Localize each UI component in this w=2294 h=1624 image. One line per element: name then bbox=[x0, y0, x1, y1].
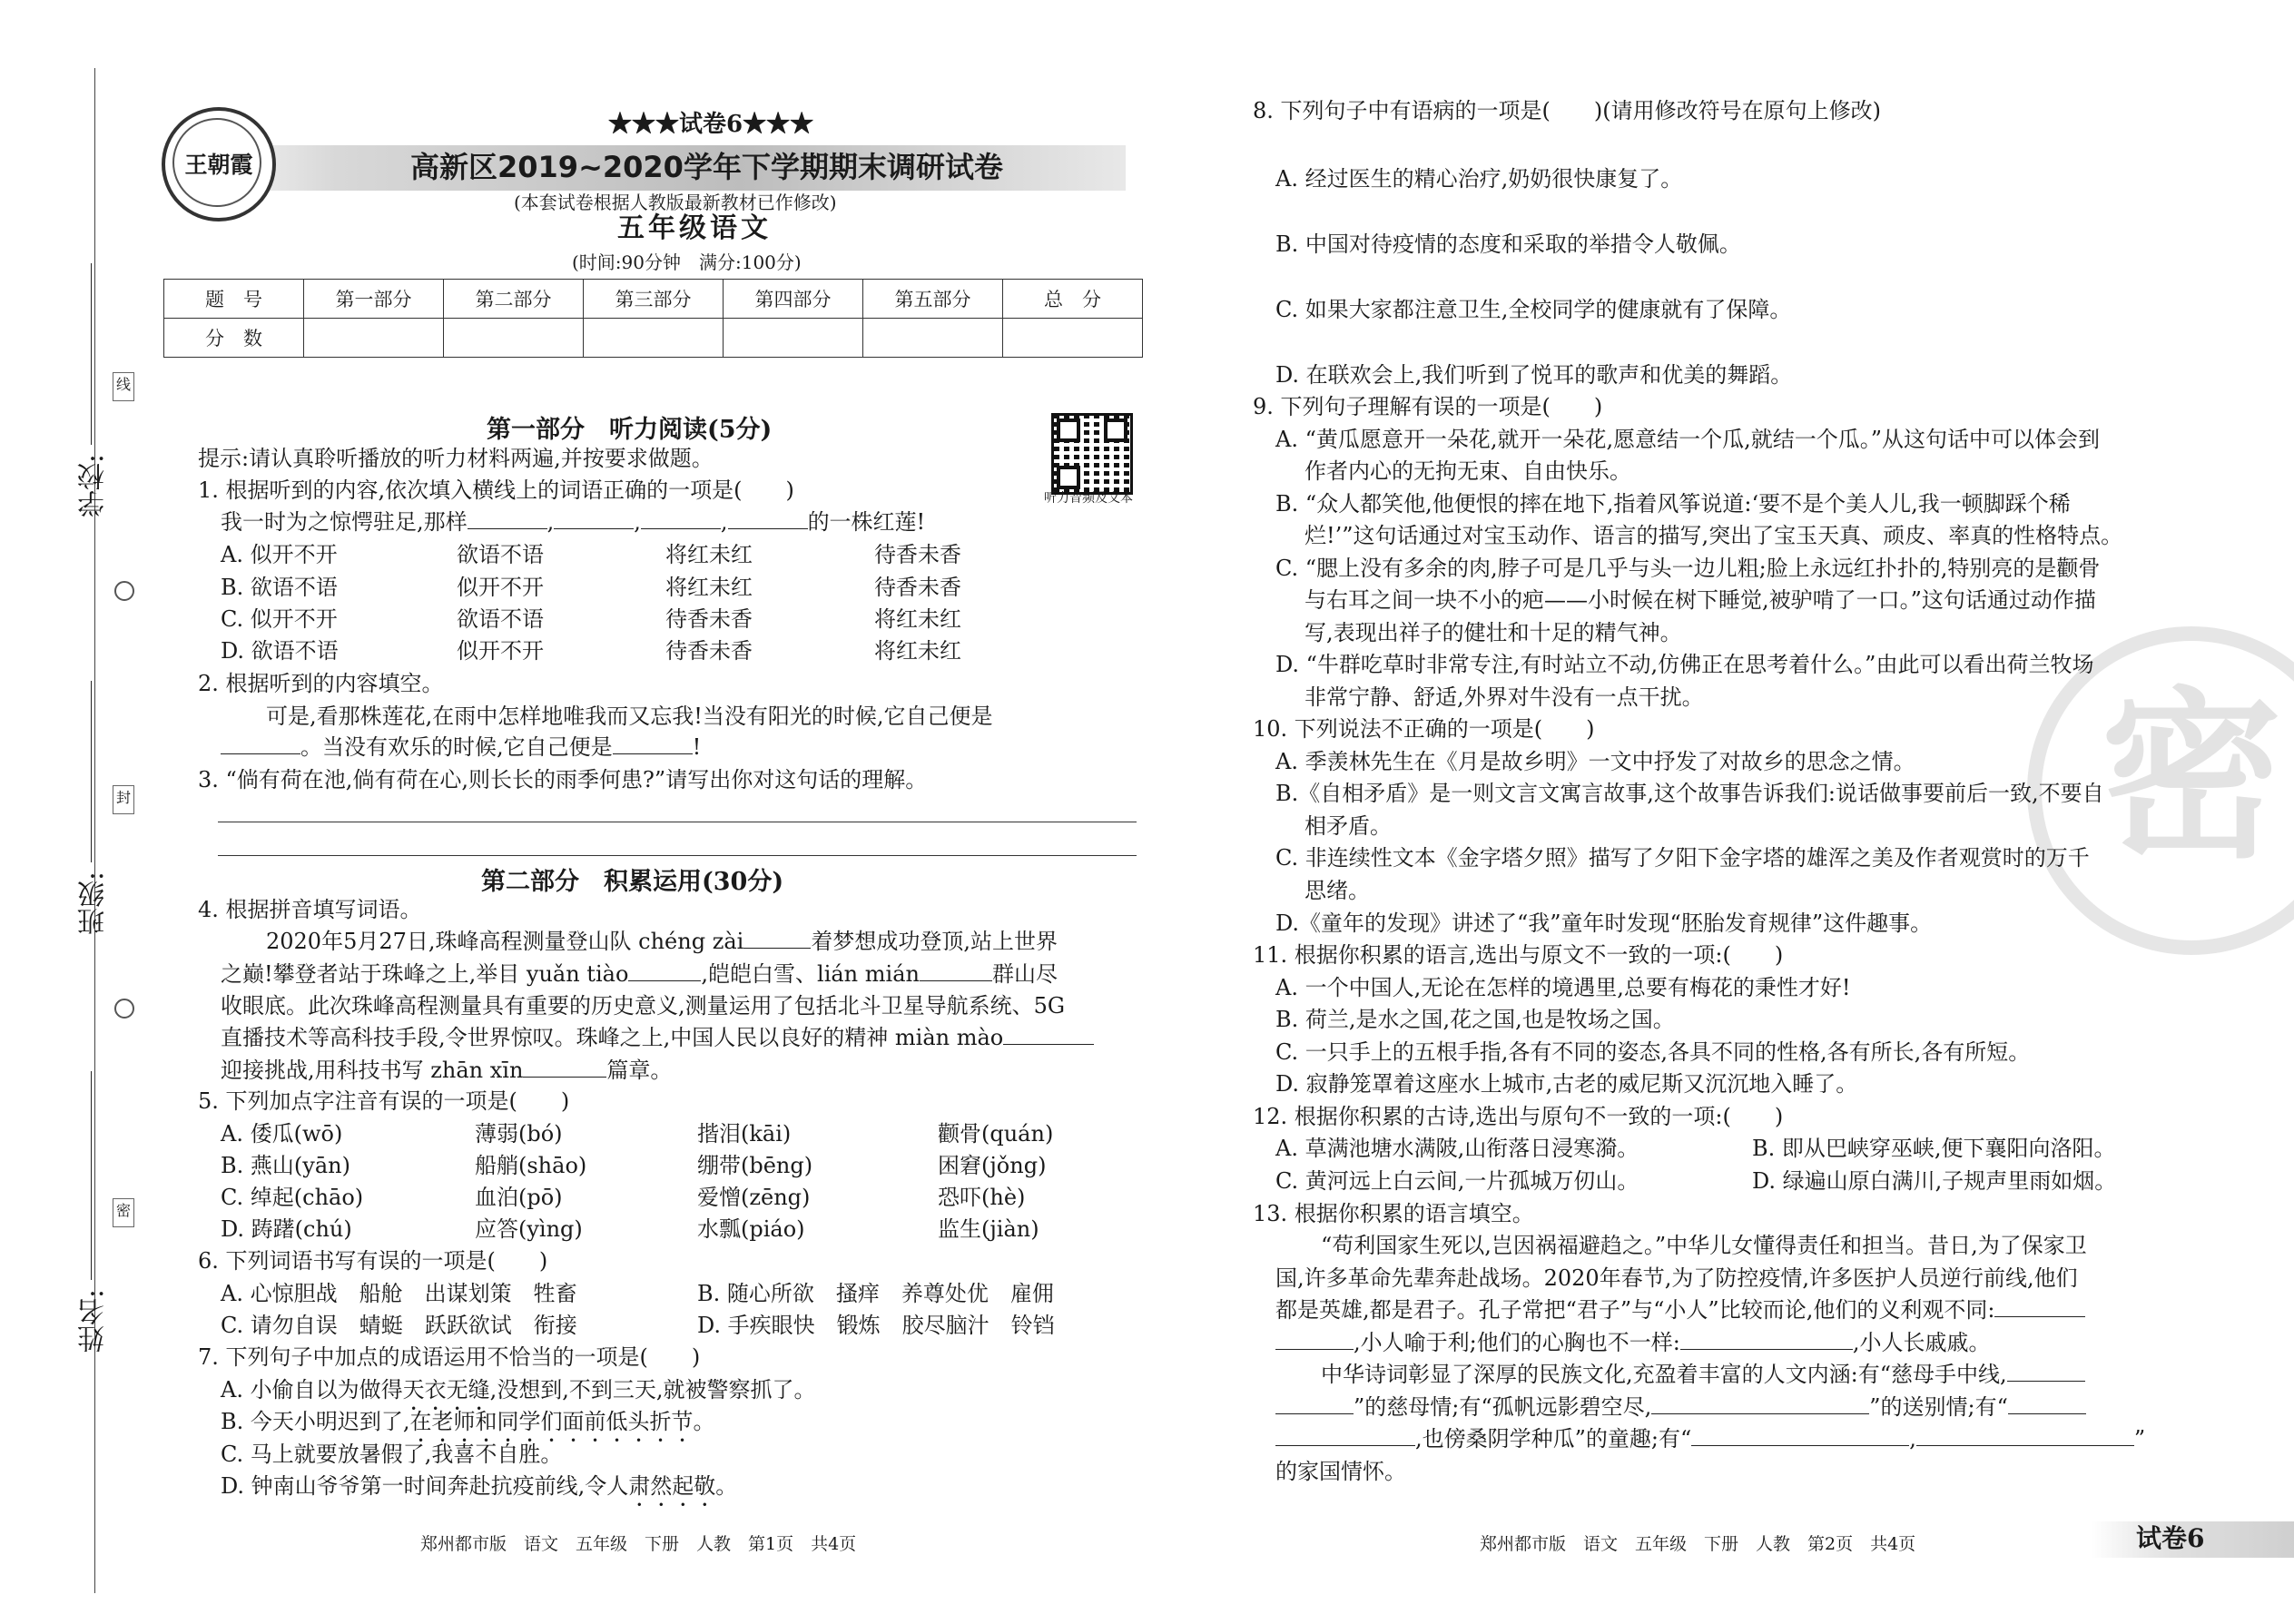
logo-seal bbox=[162, 107, 276, 221]
q3-answer-line[interactable] bbox=[218, 855, 1137, 856]
series-tag: ★★★试卷6★★★ bbox=[608, 111, 814, 138]
q5-option-a[interactable]: A. 倭瓜(wō) bbox=[221, 1121, 343, 1147]
school-field[interactable] bbox=[91, 263, 92, 445]
q2-line1: 可是,看那株莲花,在雨中怎样地唯我而又忘我!当没有阳光的时候,它自己便是 bbox=[266, 704, 993, 729]
binding-line bbox=[94, 68, 95, 1593]
right-page: 密 8. 下列句子中有语病的一项是( )(请用修改符号在原句上修改) A. 经过医生的精心治疗,奶奶很快康复了。 B. 中国对待疫情的态度和采取的举措令人敬佩。 C. 如果大家都注意卫生,全校同学的健康就有了保障。 D. 在联欢会上,我们听到了悦耳的歌声和优美的舞蹈。 9. 下列句子理解有误的一项是( ) A. “黄瓜愿意开一朵花,就开一朵花,愿意结一个瓜,就结一个瓜。”从这句话中可以体会到 作者内心的无拘无束、自由快乐。 B. “众人都笑他,他便恨的摔在地下,指着风筝说道:‘要不是个美人儿,我一顿脚踩个稀 烂!’”这句话通过对宝玉动作、语言的描写,突出了宝玉天真、顽皮、率真的性格特点。 C. “腮上没有多余的肉,脖子可是几乎与头一边儿粗;脸上永远红扑扑的,特别亮的是颧骨 与右耳之间一块不小的疤——小时候在树下睡觉,被驴啃了一口。”这句话通过动作描 写,表现出祥子的健壮和十足的精气神。 D. “牛群吃草时非常专注,有时站立不动,仿佛正在思考着什么。”由此可以看出荷兰牧场 非常宁静、舒适,外界对牛没有一点干扰。 10. 下列说法不正确的一项是( ) A. 季羡林先生在《月是故乡明》一文中抒发了对故乡的思念之情。 B.《自相矛盾》是一则文言文寓言故事,这个故事告诉我们:说话做事要前后一致,不要自 相矛盾。 C. 非连续性文本《金字塔夕照》描写了夕阳下金字塔的雄浑之美及作者观赏时的万千 思绪。 D.《童年的发现》讲述了“我”童年时发现“胚胎发育规律”这件趣事。 11. 根据你积累的语言,选出与原文不一致的一项:( ) A. 一个中国人,无论在怎样的境遇里,总要有梅花的秉性才好! B. 荷兰,是水之国,花之国,也是牧场之国。 C. 一只手上的五根手指,各有不同的姿态,各具不同的性格,各有所长,各有所短。 D. 寂静笼罩着这座水上城市,古老的威尼斯又沉沉地入睡了。 12. 根据你积累的古诗,选出与原句不一致的一项:( ) A. 草满池塘水满陂,山衔落日浸寒漪。 B. 即从巴峡穿巫峡,便下襄阳向洛阳。 C. 黄河远上白云间,一片孤城万仞山。 D. 绿遍山原白满川,子规声里雨如烟。 13. 根据你积累的语言填空。 “苟利国家生死以,岂因祸福避趋之。”中华儿女懂得责任和担当。昔日,为了保家卫 国,许多革命先辈奔赴战场。2020年春节,为了防控疫情,许多医护人员逆行前线,他们 都是英雄,都是君子。孔子常把“君子”与“小人”比较而论,他们的义利观不同: ,小人喻于利;他们的心胸也不一样: ,小人长戚戚。 中华诗词彰显了深厚的民族文化,充盈着丰富的人文内涵:有“慈母手中线, ”的慈母情;有“孤帆远影碧空尽, ”的送别情;有“ ,也傍桑阴学种瓜”的童趣;有“ , ” 的家国情怀。 郑州都市版 语文 五年级 下册 人教 第2页 共4页 试卷6 bbox=[1147, 0, 2294, 1624]
q5-stem: 5. 下列加点字注音有误的一项是( ) bbox=[198, 1088, 570, 1114]
q2-stem: 2. 根据听到的内容填空。 bbox=[198, 671, 444, 696]
q10-option-d[interactable]: D.《童年的发现》讲述了“我”童年时发现“胚胎发育规律”这件趣事。 bbox=[1275, 910, 1933, 936]
q8-stem: 8. 下列句子中有语病的一项是( )(请用修改符号在原句上修改) bbox=[1253, 98, 1881, 123]
class-label: 班级: bbox=[78, 871, 110, 936]
q13-stem: 13. 根据你积累的语言填空。 bbox=[1253, 1201, 1534, 1226]
logo-text: 王朝霞 bbox=[184, 152, 253, 178]
q7-stem: 7. 下列句子中加点的成语运用不恰当的一项是( ) bbox=[198, 1344, 701, 1370]
score-header-cell: 第四部分 bbox=[724, 280, 863, 319]
exam-title: 高新区2019~2020学年下学期期末调研试卷 bbox=[410, 150, 1003, 184]
q10-option-a[interactable]: A. 季羡林先生在《月是故乡明》一文中抒发了对故乡的思念之情。 bbox=[1275, 749, 1915, 774]
q12-option-c[interactable]: C. 黄河远上白云间,一片孤城万仞山。 bbox=[1275, 1168, 1639, 1194]
score-table bbox=[163, 279, 1143, 358]
qr-caption: 听力音频及文本 bbox=[1044, 491, 1133, 506]
q8-option-a[interactable]: A. 经过医生的精心治疗,奶奶很快康复了。 bbox=[1275, 166, 1683, 192]
score-header-cell: 题 号 bbox=[164, 280, 304, 319]
q4-line4: 直播技术等高科技手段,令世界惊叹。珠峰之上,中国人民以良好的精神 miàn mào bbox=[221, 1022, 1094, 1053]
exam-note: (本套试卷根据人教版最新教材已作修改) bbox=[514, 192, 837, 213]
q12-option-a[interactable]: A. 草满池塘水满陂,山衔落日浸寒漪。 bbox=[1275, 1136, 1639, 1161]
q9-option-a[interactable]: A. “黄瓜愿意开一朵花,就开一朵花,愿意结一个瓜,就结一个瓜。”从这句话中可以体会到 bbox=[1275, 427, 2101, 452]
q13-line3: 都是英雄,都是君子。孔子常把“君子”与“小人”比较而论,他们的义利观不同: bbox=[1275, 1294, 2085, 1325]
score-cell[interactable] bbox=[724, 319, 863, 358]
school-label: 学校: bbox=[78, 454, 110, 518]
q6-option-a[interactable]: A. 心惊胆战 船舱 出谋划策 牲畜 bbox=[221, 1281, 577, 1306]
q10-stem: 10. 下列说法不正确的一项是( ) bbox=[1253, 716, 1595, 742]
q8-option-d[interactable]: D. 在联欢会上,我们听到了悦耳的歌声和优美的舞蹈。 bbox=[1275, 362, 1793, 388]
q11-option-c[interactable]: C. 一只手上的五根手指,各有不同的姿态,各具不同的性格,各有所长,各有所短。 bbox=[1275, 1039, 2031, 1065]
q1-stem: 1. 根据听到的内容,依次填入横线上的词语正确的一项是( ) bbox=[198, 477, 794, 503]
q9-option-b[interactable]: B. “众人都笑他,他便恨的摔在地下,指着风筝说道:‘要不是个美人儿,我一顿脚踩个稀 bbox=[1275, 491, 2071, 517]
binding-hole-icon bbox=[114, 581, 134, 601]
secret-stamp: 密 bbox=[2027, 626, 2294, 955]
score-cell[interactable] bbox=[1003, 319, 1143, 358]
name-field[interactable] bbox=[91, 1071, 92, 1280]
q13-line5: 中华诗词彰显了深厚的民族文化,充盈着丰富的人文内涵:有“慈母手中线, bbox=[1321, 1359, 2085, 1390]
name-label: 姓名: bbox=[78, 1289, 110, 1353]
q3-stem: 3. “倘有荷在池,倘有荷在心,则长长的雨季何患?”请写出你对这句话的理解。 bbox=[198, 767, 928, 792]
q11-option-d[interactable]: D. 寂静笼罩着这座水上城市,古老的威尼斯又沉沉地入睡了。 bbox=[1275, 1071, 1858, 1097]
q9-option-c[interactable]: C. “腮上没有多余的肉,脖子可是几乎与头一边儿粗;脸上永远红扑扑的,特别亮的是颧骨 bbox=[1275, 556, 2101, 581]
q13-line4: ,小人喻于利;他们的心胸也不一样: ,小人长戚戚。 bbox=[1275, 1327, 1990, 1358]
score-header-cell: 第三部分 bbox=[584, 280, 724, 319]
q1-option-c[interactable]: C. 似开不开 bbox=[221, 606, 338, 632]
q6-option-c[interactable]: C. 请勿自误 蜻蜓 跃跃欲试 衔接 bbox=[221, 1313, 577, 1338]
q5-option-d[interactable]: D. 踌躇(chú) bbox=[221, 1216, 352, 1242]
q7-option-a[interactable]: A. 小偷自以为做得天衣无缝,没想到,不到三天,就被警察抓了。 bbox=[221, 1377, 816, 1403]
q1-option-a[interactable]: A. 似开不开 bbox=[221, 542, 338, 567]
q9-option-d[interactable]: D. “牛群吃草时非常专注,有时站立不动,仿佛正在思考着什么。”由此可以看出荷兰牧场 bbox=[1275, 652, 2094, 677]
exam-subject: 五年级语文 bbox=[617, 212, 772, 244]
q6-option-d[interactable]: D. 手疾眼快 锻炼 胶尽脑汁 铃铛 bbox=[697, 1313, 1055, 1338]
q11-option-b[interactable]: B. 荷兰,是水之国,花之国,也是牧场之国。 bbox=[1275, 1007, 1675, 1032]
q10-option-b[interactable]: B.《自相矛盾》是一则文言文寓言故事,这个故事告诉我们:说话做事要前后一致,不要自 bbox=[1275, 781, 2104, 806]
q1-option-b[interactable]: B. 欲语不语 bbox=[221, 575, 338, 600]
part2-title: 第二部分 积累运用(30分) bbox=[481, 868, 784, 896]
q12-stem: 12. 根据你积累的古诗,选出与原句不一致的一项:( ) bbox=[1253, 1104, 1784, 1129]
q11-option-a[interactable]: A. 一个中国人,无论在怎样的境遇里,总要有梅花的秉性才好! bbox=[1275, 975, 1851, 1000]
score-cell[interactable] bbox=[584, 319, 724, 358]
part1-title: 第一部分 听力阅读(5分) bbox=[487, 416, 773, 444]
binding-hole-icon bbox=[114, 999, 134, 1019]
q13-line1: “苟利国家生死以,岂因祸福避趋之。”中华儿女懂得责任和担当。昔日,为了保家卫 bbox=[1321, 1233, 2087, 1258]
page-footer: 郑州都市版 语文 五年级 下册 人教 第1页 共4页 bbox=[420, 1534, 857, 1554]
q4-line5: 迎接挑战,用科技书写 zhān xīn 篇章。 bbox=[221, 1055, 672, 1086]
q4-line3: 收眼底。此次珠峰高程测量具有重要的历史意义,测量运用了包括北斗卫星导航系统、5G bbox=[221, 993, 1066, 1019]
q5-option-b[interactable]: B. 燕山(yān) bbox=[221, 1153, 350, 1178]
q4-line2: 之巅!攀登者站于珠峰之上,举目 yuǎn tiào ,皑皑白雪、lián mián 群山尽 bbox=[221, 959, 1058, 989]
exam-time: (时间:90分钟 满分:100分) bbox=[572, 251, 802, 273]
q5-option-c[interactable]: C. 绰起(chāo) bbox=[221, 1185, 364, 1210]
q8-option-c[interactable]: C. 如果大家都注意卫生,全校同学的健康就有了保障。 bbox=[1275, 297, 1792, 322]
q11-stem: 11. 根据你积累的语言,选出与原文不一致的一项:( ) bbox=[1253, 942, 1784, 968]
q1-option-d[interactable]: D. 欲语不语 bbox=[221, 638, 339, 664]
tip-text: 提示:请认真聆听播放的听力材料两遍,并按要求做题。 bbox=[198, 446, 714, 471]
score-cell[interactable] bbox=[304, 319, 444, 358]
q9-stem: 9. 下列句子理解有误的一项是( ) bbox=[1253, 394, 1603, 419]
q4-stem: 4. 根据拼音填写词语。 bbox=[198, 897, 422, 922]
score-header-cell: 第一部分 bbox=[304, 280, 444, 319]
q13-line8: 的家国情怀。 bbox=[1275, 1459, 1406, 1484]
score-header-cell: 第五部分 bbox=[863, 280, 1003, 319]
page-footer: 郑州都市版 语文 五年级 下册 人教 第2页 共4页 bbox=[1480, 1534, 1916, 1554]
q12-option-b[interactable]: B. 即从巴峡穿巫峡,便下襄阳向洛阳。 bbox=[1752, 1136, 2116, 1161]
q4-line1: 2020年5月27日,珠峰高程测量登山队 chéng zài 着梦想成功登顶,站上世界 bbox=[266, 926, 1058, 957]
corner-tag: 试卷6 bbox=[2136, 1523, 2205, 1553]
qr-code-icon bbox=[1051, 413, 1133, 495]
seal-mark: 封 bbox=[113, 785, 134, 814]
q7-option-c[interactable]: C. 马上就要放暑假了,我喜不自胜。 bbox=[221, 1442, 563, 1467]
score-cell[interactable] bbox=[444, 319, 584, 358]
seal-secret-mark: 密 bbox=[113, 1198, 134, 1227]
q6-stem: 6. 下列词语书写有误的一项是( ) bbox=[198, 1248, 548, 1274]
q2-line2: 。当没有欢乐的时候,它自己便是 ! bbox=[221, 732, 701, 763]
q13-line2: 国,许多革命先辈奔赴战场。2020年春节,为了防控疫情,许多医护人员逆行前线,他们 bbox=[1275, 1265, 2078, 1291]
score-header-cell: 总 分 bbox=[1003, 280, 1143, 319]
q12-option-d[interactable]: D. 绿遍山原白满川,子规声里雨如烟。 bbox=[1752, 1168, 2117, 1194]
q7-option-d[interactable]: D. 钟南山爷爷第一时间奔赴抗疫前线,令人肃然起敬。 bbox=[221, 1473, 738, 1499]
score-label-cell: 分 数 bbox=[164, 319, 304, 358]
seal-line-mark: 线 bbox=[113, 372, 134, 401]
q13-line6: ”的慈母情;有“孤帆远影碧空尽, ”的送别情;有“ bbox=[1275, 1392, 2086, 1422]
left-page: 学校: 班级: 姓名: 线 封 密 王朝霞 ★★★试卷6★★★ 高新区2019~2020学年下学期期末调研试卷 (本套试卷根据人教版最新教材已作修改) 五年级语文 (时间:90分钟 满分:100分) 题 号 第一部分 第二部分 第三部分 第四部分 第五部分 总 分 分 数 听力音频及文本 第一部分 听力阅读(5分) 提示:请认真聆听播放的听力材料两遍,并按要求做题。 1. 根据听到的内容,依次填入横线上的词语正确的一项是( ) 我一时为之惊愕驻足,那样 , , , 的一株红莲! A. 似开不开 欲语不语 将红未红 待香未香 B. 欲语不语 似开不开 将红未红 待香未香 C. 似开不开 欲语不语 待香未香 将红未红 D. 欲语不语 似开不开 待香未香 将红未红 2. 根据听到的内容填空。 可是,看那株莲花,在雨中怎样地唯我而又忘我!当没有阳光的时候,它自己便是 。当没有欢乐的时候,它自己便是 ! 3. “倘有荷在池,倘有荷在心,则长长的雨季何患?”请写出你对这句话的理解。 第二部分 积累运用(30分) 4. 根据拼音填写词语。 2020年5月27日,珠峰高程测量登山队 chéng zài 着梦想成功登顶,站上世界 之巅!攀登者站于珠峰之上,举目 yuǎn tiào ,皑皑白雪、lián mián 群山尽 收眼底。此次珠峰高程测量具有重要的历史意义,测量运用了包括北斗卫星导航系统、5G 直播技术等高科技手段,令世界惊叹。珠峰之上,中国人民以良好的精神 miàn mào 迎接挑战,用科技书写 zhān xīn 篇章。 5. 下列加点字注音有误的一项是( ) A. 倭瓜(wō) 薄弱(bó) 揩泪(kāi) 颧骨(quán) B. 燕山(yān) 船艄(shāo) 绷带(bēng) 困窘(jǒng) C. 绰起(chāo) 血泊(pō) 爱憎(zēng) 恐吓(hè) D. 踌躇(chú) 应答(yìng) 水瓢(piáo) 监生(jiàn) 6. 下列词语书写有误的一项是( ) A. 心惊胆战 船舱 出谋划策 牲畜 B. 随心所欲 搔痒 养尊处优 雇佣 C. 请勿自误 蜻蜓 跃跃欲试 衔接 D. 手疾眼快 锻炼 胶尽脑汁 铃铛 7. 下列句子中加点的成语运用不恰当的一项是( ) A. 小偷自以为做得天衣无缝,没想到,不到三天,就被警察抓了。 B. 今天小明迟到了,在老师和同学们面前低头折节。 C. 马上就要放暑假了,我喜不自胜。 D. 钟南山爷爷第一时间奔赴抗疫前线,令人肃然起敬。 郑州都市版 语文 五年级 下册 人教 第1页 共4页 bbox=[0, 0, 1147, 1624]
q10-option-c[interactable]: C. 非连续性文本《金字塔夕照》描写了夕阳下金字塔的雄浑之美及作者观赏时的万千 bbox=[1275, 845, 2090, 871]
q13-line7: ,也傍桑阴学种瓜”的童趣;有“ , ” bbox=[1275, 1423, 2145, 1454]
q1-text: 我一时为之惊愕驻足,那样 , , , 的一株红莲! bbox=[221, 507, 925, 537]
class-field[interactable] bbox=[91, 681, 92, 862]
q7-option-b[interactable]: B. 今天小明迟到了,在老师和同学们面前低头折节。 bbox=[221, 1409, 715, 1434]
q8-option-b[interactable]: B. 中国对待疫情的态度和采取的举措令人敬佩。 bbox=[1275, 231, 1741, 257]
score-header-cell: 第二部分 bbox=[444, 280, 584, 319]
q6-option-b[interactable]: B. 随心所欲 搔痒 养尊处优 雇佣 bbox=[697, 1281, 1054, 1306]
score-cell[interactable] bbox=[863, 319, 1003, 358]
